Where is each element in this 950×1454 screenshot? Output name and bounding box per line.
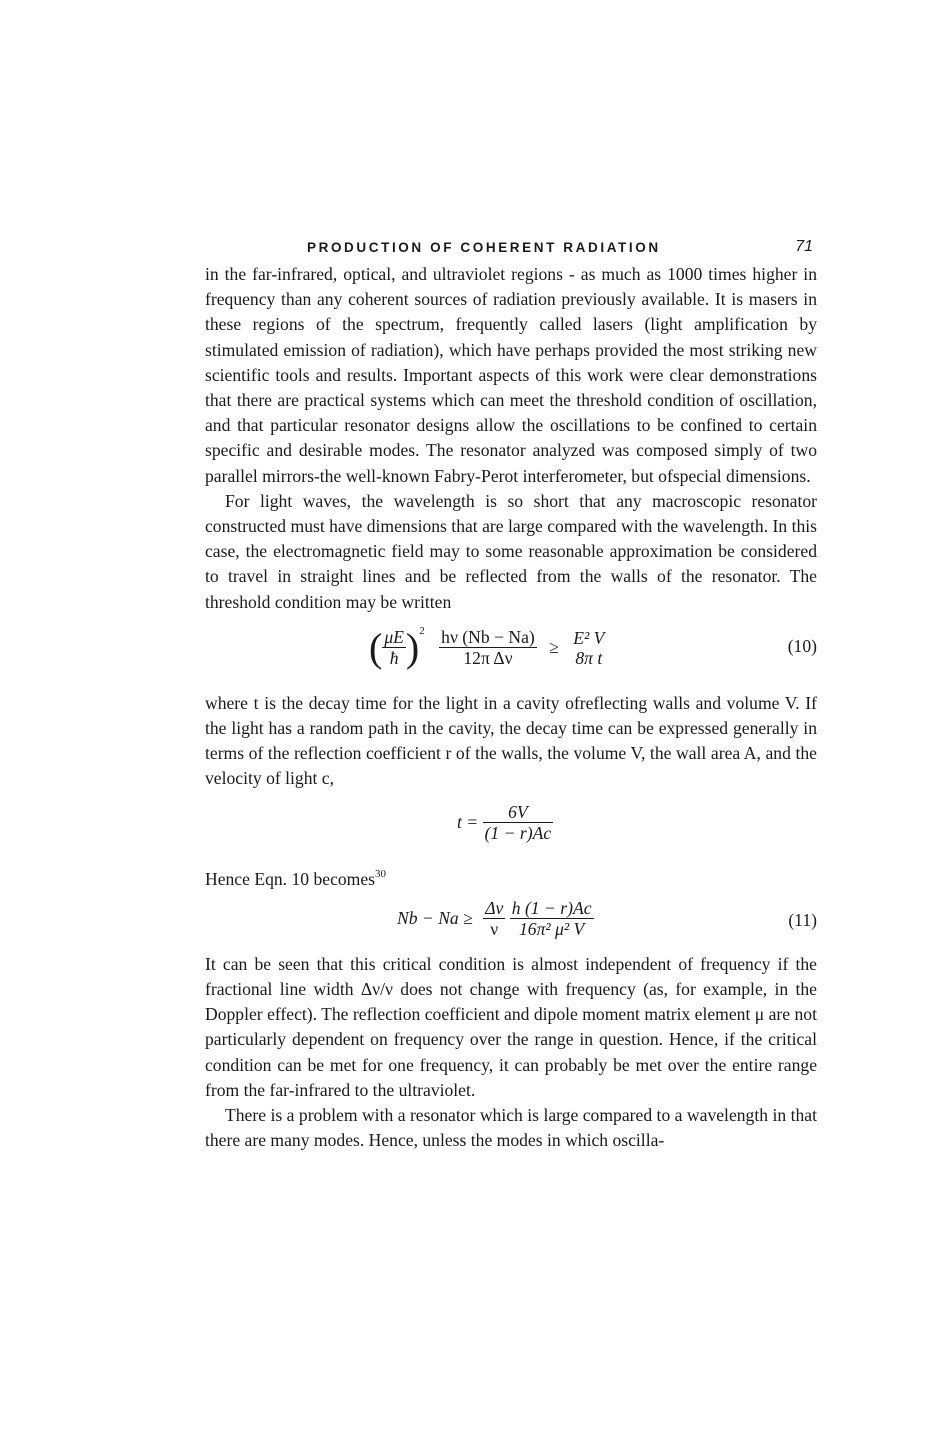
eq11-numerator-2: h (1 − r)Ac [511,897,592,918]
running-head [205,238,817,262]
eq10-numerator: hν (Nb − Na) [441,627,535,648]
eq-t-numerator: 6V [483,802,554,823]
paragraph-5: It can be seen that this critical condition is almost independent of frequency if the fractional line width Δν/ν does not change with frequency (as, for example, in the Doppler effect). The reflection coefficient and dipole moment matrix element μ are not particularly dependent on frequency over the range in question. Hence, if the critical condition can be met for one frequency, it can probably be met over the entire range from the far-infrared to the ultraviolet. [205,953,817,1100]
eq10-denominator: 12π Δν [463,648,513,669]
eq-t-denominator: (1 − r)Ac [484,822,552,843]
eq11-numerator-1: Δν [485,897,504,918]
reference-30: 30 [375,867,387,880]
eq10-relation: ≥ [549,637,559,658]
eq10-hbar: ħ [389,648,399,669]
eq10-mu-e: μE [384,627,404,648]
paragraph-4 [205,862,817,892]
eq11-denominator-2: 16π² μ² V [518,918,585,939]
paragraph-6: There is a problem with a resonator which is large compared to a wavelength in that there are many modes. Hence, unless the modes in which oscilla- [205,1105,817,1151]
equation-10: ( $\frac{\mu E}{ħ}$ )$^2$ $\frac{h\nu (Nb - Na)}{\text{12π Δν}}$ ≥ E² V 8π t (10) [369,624,817,670]
eq11-denominator-1: ν [490,918,499,939]
eq-t-lhs: t = [457,811,479,832]
equation-11 [205,892,817,952]
equation-10-label: (10) [787,635,817,656]
hence-text: Hence Eqn. 10 becomes [205,868,376,889]
eq10-square: 2 [419,624,425,637]
paragraph-3: where t is the decay time for the light in a cavity ofreflecting walls and volume V. If the light has a random path in the cavity, the decay time can be expressed generally in terms of the reflection coefficient r of the walls, the volume V, the wall area A, and the velocity of light c, [205,692,817,789]
paragraph-2: For light waves, the wavelength is so short that any macroscopic resonator constructed must have dimensions that are large compared with the wavelength. In this case, the electromagnetic field may to some reasonable approximation be considered to travel in straight lines and be reflected from the walls of the resonator. The threshold condition may be written [205,490,817,612]
page [205,238,817,1153]
equation-11-label: (11) [788,909,817,930]
equation-t [205,792,817,858]
eq10-rhs-numerator: E² V [573,627,605,648]
running-title: PRODUCTION OF COHERENT RADIATION [307,240,661,255]
page-number: 71 [795,238,813,255]
eq10-rhs-denominator: 8π t [575,647,603,668]
paragraph-1: in the far-infrared, optical, and ultraviolet regions - as much as 1000 times higher in frequency than any coherent sources of radiation previously available. It is masers in these regions of the spectrum, frequently called lasers (light amplification by stimulated emission of radiation), which have perhaps provided the most striking new scientific tools and results. Important aspects of this work were clear demonstrations that there are practical systems which can meet the threshold condition of oscillation, and that particular resonator designs allow the oscillations to be confined to certain specific and desirable modes. The resonator analyzed was composed simply of two parallel mirrors-the well-known Fabry-Perot interferometer, but ofspecial dimensions. [205,264,817,486]
eq11-lhs: Nb − Na ≥ [397,907,473,928]
